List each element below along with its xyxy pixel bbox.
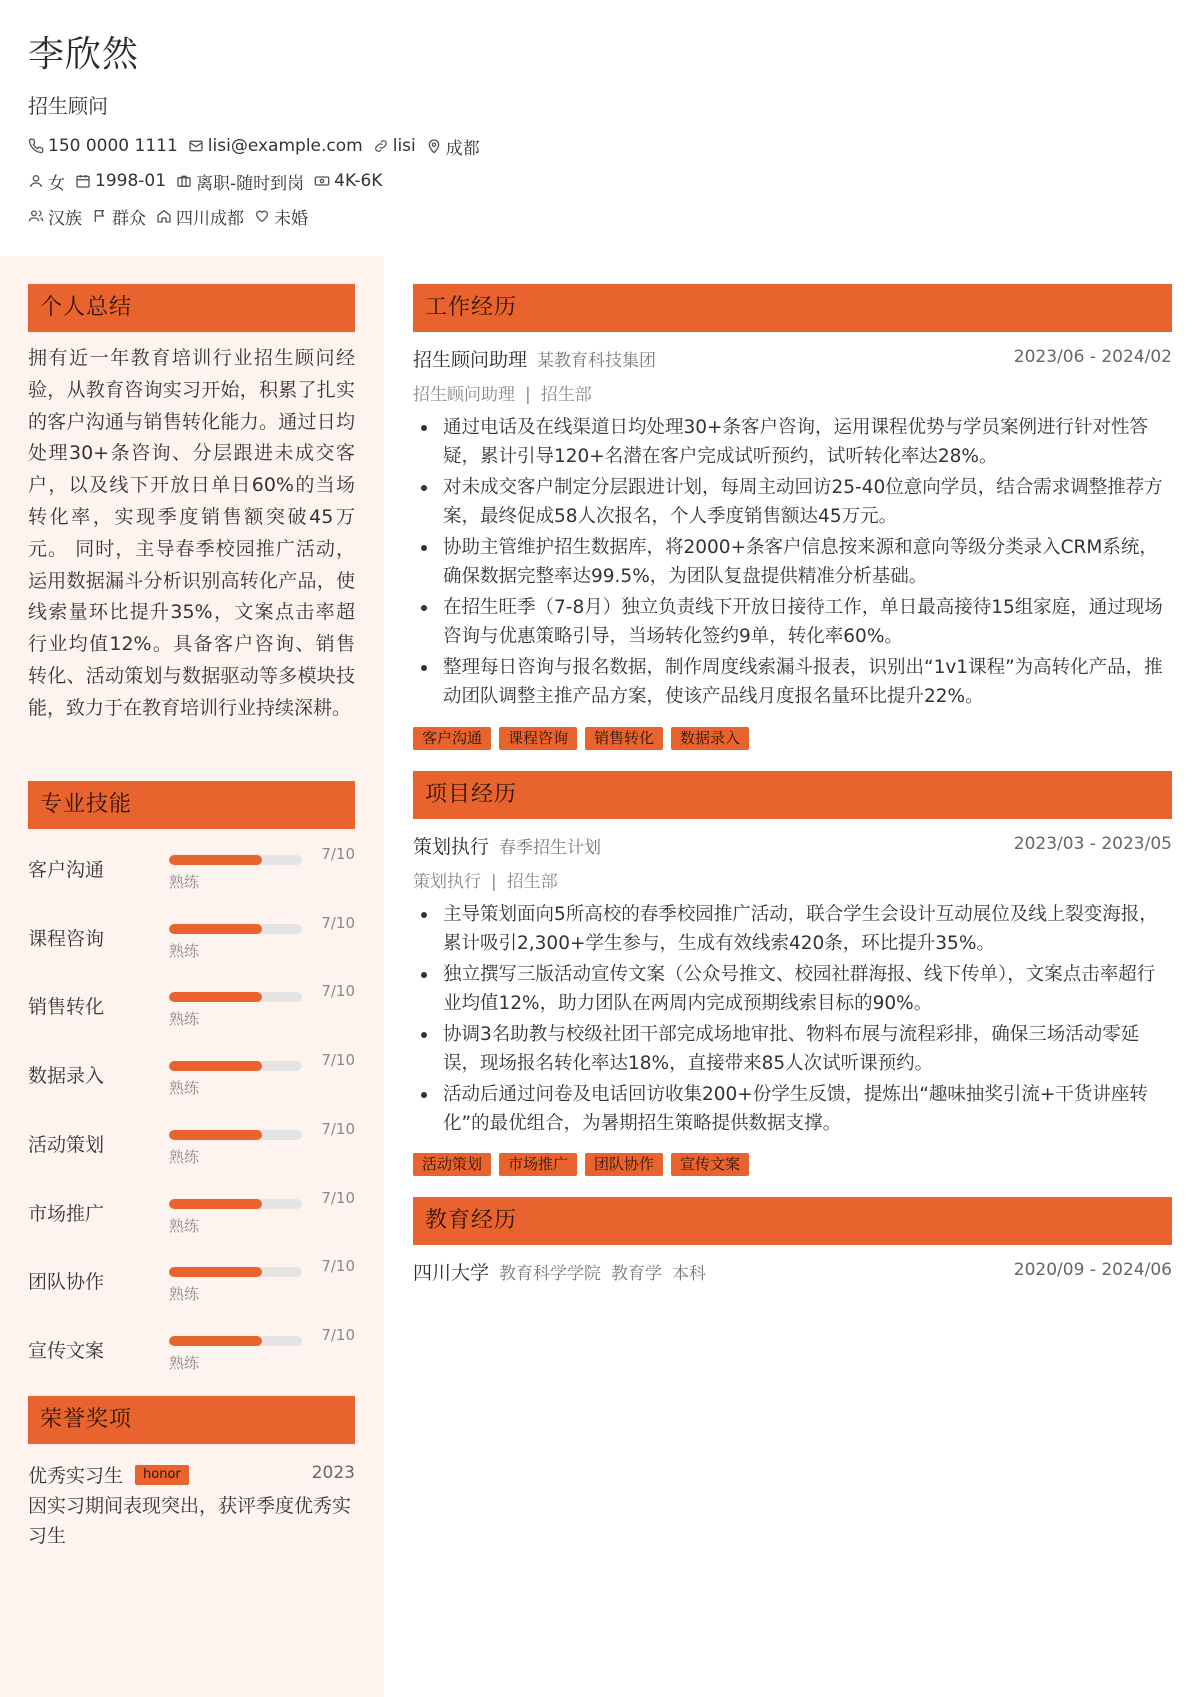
job-title: 招生顾问 <box>28 94 108 118</box>
honor-badge: honor <box>135 1465 189 1485</box>
skill-row <box>28 1189 355 1249</box>
skill-bar <box>169 992 302 1002</box>
ethnicity-text: 汉族 <box>48 208 82 229</box>
project-title: 策划执行 <box>413 836 490 858</box>
skill-bar <box>169 1336 302 1346</box>
calendar-icon <box>75 173 91 189</box>
honor-description: 因实习期间表现突出，获评季度优秀实习生 <box>28 1495 352 1547</box>
list-item: 对未成交客户制定分层跟进计划，每周主动回访25-40位意向学员，结合需求调整推荐方案，最终促成58人次报名，个人季度销售额达45万元。 <box>413 473 1172 531</box>
ethnicity-item <box>28 204 82 229</box>
skills-heading: 专业技能 <box>28 781 355 829</box>
skill-row <box>28 1257 355 1317</box>
skill-row <box>28 914 355 974</box>
skill-score: 7/10 <box>321 1325 355 1344</box>
work-dept: 招生部 <box>540 385 592 405</box>
honor-year: 2023 <box>311 1463 355 1483</box>
skill-bar <box>169 1199 302 1209</box>
skill-level: 熟练 <box>169 873 200 891</box>
skill-bar-fill <box>169 1130 262 1140</box>
personal-info-row <box>28 169 1178 193</box>
skill-name: 团队协作 <box>28 1271 105 1294</box>
skill-bar-fill <box>169 992 262 1002</box>
phone-icon <box>28 138 44 154</box>
work-bullets <box>413 413 1172 713</box>
project-role: 策划执行 <box>413 872 481 892</box>
skill-score: 7/10 <box>321 1119 355 1138</box>
tag: 课程咨询 <box>499 727 577 750</box>
skill-bar-fill <box>169 1061 262 1071</box>
school-name: 四川大学 <box>413 1262 490 1284</box>
skill-bar <box>169 1130 302 1140</box>
email-text: lisi@example.com <box>207 136 363 156</box>
list-item: 协调3名助教与校级社团干部完成场地审批、物料布展与流程彩排，确保三场活动零延误，现场报名转化率达18%，直接带来85人次试听课预约。 <box>413 1020 1172 1078</box>
users-icon <box>28 208 44 224</box>
marital-item <box>254 204 308 229</box>
skill-name: 数据录入 <box>28 1065 105 1088</box>
skill-level: 熟练 <box>169 1010 200 1029</box>
skill-score: 7/10 <box>321 1051 355 1070</box>
wechat-item <box>373 136 416 156</box>
phone-item[interactable] <box>28 136 178 156</box>
project-date: 2023/03 - 2023/05 <box>1013 834 1172 854</box>
wechat-text: lisi <box>392 136 416 156</box>
heart-icon <box>254 208 270 224</box>
project-bullets <box>413 900 1172 1140</box>
contact-row <box>28 134 1178 158</box>
resume-header <box>28 30 1178 228</box>
skill-name: 市场推广 <box>28 1202 105 1225</box>
project-tags <box>413 1153 757 1176</box>
work-heading: 工作经历 <box>413 284 1172 332</box>
list-item: 活动后通过问卷及电话回访收集200+份学生反馈，提炼出“趣味抽奖引流+干货讲座转化”的最优组合，为暑期招生策略提供数据支撑。 <box>413 1080 1172 1138</box>
skill-row <box>28 1120 355 1180</box>
education-heading: 教育经历 <box>413 1197 1172 1245</box>
skill-row <box>28 982 355 1042</box>
skill-bar-fill <box>169 1336 262 1346</box>
skill-bar <box>169 855 302 865</box>
separator: | <box>525 385 531 405</box>
work-title: 招生顾问助理 <box>413 349 528 371</box>
skill-score: 7/10 <box>321 845 355 863</box>
flag-icon <box>92 208 108 224</box>
city-item <box>426 134 480 159</box>
email-item[interactable] <box>188 136 363 156</box>
education-date: 2020/09 - 2024/06 <box>1013 1260 1172 1280</box>
work-date: 2023/06 - 2024/02 <box>1013 347 1172 367</box>
marital-text: 未婚 <box>274 208 308 229</box>
skill-bar-fill <box>169 1267 262 1277</box>
phone-text: 150 0000 1111 <box>48 136 178 156</box>
skill-level: 熟练 <box>169 1353 200 1372</box>
skill-level: 熟练 <box>169 1285 200 1304</box>
location-pin-icon <box>426 138 442 154</box>
tag: 宣传文案 <box>671 1153 749 1176</box>
skill-name: 客户沟通 <box>28 859 105 881</box>
home-icon <box>156 208 172 224</box>
work-entry-header <box>413 345 1172 373</box>
hometown-text: 四川成都 <box>176 208 244 229</box>
major-name: 教育学 <box>611 1264 663 1284</box>
gender-item <box>28 169 65 194</box>
politics-item <box>92 204 146 229</box>
birth-text: 1998-01 <box>95 171 167 191</box>
tag: 活动策划 <box>413 1153 491 1176</box>
skill-name: 课程咨询 <box>28 927 105 950</box>
skill-row <box>28 1051 355 1111</box>
skill-name: 宣传文案 <box>28 1339 105 1362</box>
skill-level: 熟练 <box>169 1216 200 1235</box>
project-title-line <box>413 832 601 859</box>
honors-heading: 荣誉奖项 <box>28 1396 355 1444</box>
skill-bar <box>169 924 302 934</box>
candidate-name: 李欣然 <box>28 34 140 75</box>
skill-name: 销售转化 <box>28 996 105 1019</box>
skill-level: 熟练 <box>169 1079 200 1098</box>
work-role: 招生顾问助理 <box>413 385 515 405</box>
city-text: 成都 <box>445 138 480 159</box>
work-tags <box>413 727 757 750</box>
skill-bar-fill <box>169 924 262 934</box>
background-info-row <box>28 204 1178 228</box>
skill-level: 熟练 <box>169 941 200 960</box>
college-name: 教育科学学院 <box>499 1264 602 1284</box>
list-item: 协助主管维护招生数据库，将2000+条客户信息按来源和意向等级分类录入CRM系统，确保数据完整率达99.5%，为团队复盘提供精准分析基础。 <box>413 533 1172 591</box>
list-item: 整理每日咨询与报名数据，制作周度线索漏斗报表，识别出“1v1课程”为高转化产品，推动团队调整主推产品方案，使该产品线月度报名量环比提升22%。 <box>413 653 1172 711</box>
user-icon <box>28 173 44 189</box>
honor-title: 优秀实习生 <box>28 1465 124 1487</box>
projects-heading: 项目经历 <box>413 771 1172 819</box>
project-meta <box>413 867 558 892</box>
gender-text: 女 <box>48 173 65 194</box>
summary-text: 拥有近一年教育培训行业招生顾问经验，从教育咨询实习开始，积累了扎实的客户沟通与销售转化能力。通过日均处理30+条咨询、分层跟进未成交客户，以及线下开放日单日60%的当场转化率，实现季度销售额突破45万元。 同时，主导春季校园推广活动，运用数据漏斗分析识别高转化产品，使线索量环比提升35%，文案点击率超行业均值12%。具备客户咨询、销售转化、活动策划与数据驱动等多模块技能，致力于在教育培训行业持续深耕。 <box>28 347 355 719</box>
skill-score: 7/10 <box>321 1257 355 1276</box>
skill-bar <box>169 1267 302 1277</box>
list-item: 主导策划面向5所高校的春季校园推广活动，联合学生会设计互动展位及线上裂变海报，累计吸引2,300+学生参与，生成有效线索420条，环比提升35%。 <box>413 900 1172 958</box>
salary-text: 4K-6K <box>334 171 383 191</box>
hometown-item <box>156 204 244 229</box>
list-item: 在招生旺季（7-8月）独立负责线下开放日接待工作，单日最高接待15组家庭，通过现场咨询与优惠策略引导，当场转化签约9单，转化率60%。 <box>413 593 1172 651</box>
skill-bar-fill <box>169 855 262 865</box>
tag: 销售转化 <box>585 727 663 750</box>
work-meta <box>413 380 592 405</box>
status-text: 离职-随时到岗 <box>196 173 305 194</box>
status-item <box>176 169 304 194</box>
tag: 市场推广 <box>499 1153 577 1176</box>
project-entry-header <box>413 832 1172 860</box>
tag: 客户沟通 <box>413 727 491 750</box>
skill-score: 7/10 <box>321 913 355 932</box>
list-item: 独立撰写三版活动宣传文案（公众号推文、校园社群海报、线下传单），文案点击率超行业均值12%，助力团队在两周内完成预期线索目标的90%。 <box>413 960 1172 1018</box>
separator: | <box>491 872 497 892</box>
skill-score: 7/10 <box>321 982 355 1001</box>
birth-item <box>75 171 166 191</box>
skill-name: 活动策划 <box>28 1133 105 1156</box>
skill-level: 熟练 <box>169 1147 200 1166</box>
work-company: 某教育科技集团 <box>537 351 657 371</box>
list-item: 通过电话及在线渠道日均处理30+条客户咨询，运用课程优势与学员案例进行针对性答疑，累计引导120+名潜在客户完成试听预约，试听转化率达28%。 <box>413 413 1172 471</box>
banknote-icon <box>314 173 330 189</box>
link-icon <box>373 138 389 154</box>
summary-heading: 个人总结 <box>28 284 355 332</box>
education-title-line <box>413 1258 706 1285</box>
education-entry <box>413 1258 1172 1286</box>
skill-bar-fill <box>169 1199 262 1209</box>
degree-name: 本科 <box>672 1264 707 1284</box>
mail-icon <box>188 138 204 154</box>
project-dept: 招生部 <box>506 872 558 892</box>
salary-item <box>314 171 382 191</box>
briefcase-icon <box>176 173 192 189</box>
skill-row <box>28 1326 355 1386</box>
skill-row <box>28 845 355 905</box>
politics-text: 群众 <box>112 208 146 229</box>
tag: 团队协作 <box>585 1153 663 1176</box>
skill-score: 7/10 <box>321 1188 355 1207</box>
project-name: 春季招生计划 <box>499 838 602 858</box>
tag: 数据录入 <box>671 727 749 750</box>
honor-title-row <box>28 1461 189 1488</box>
skill-bar <box>169 1061 302 1071</box>
work-title-line <box>413 345 656 372</box>
